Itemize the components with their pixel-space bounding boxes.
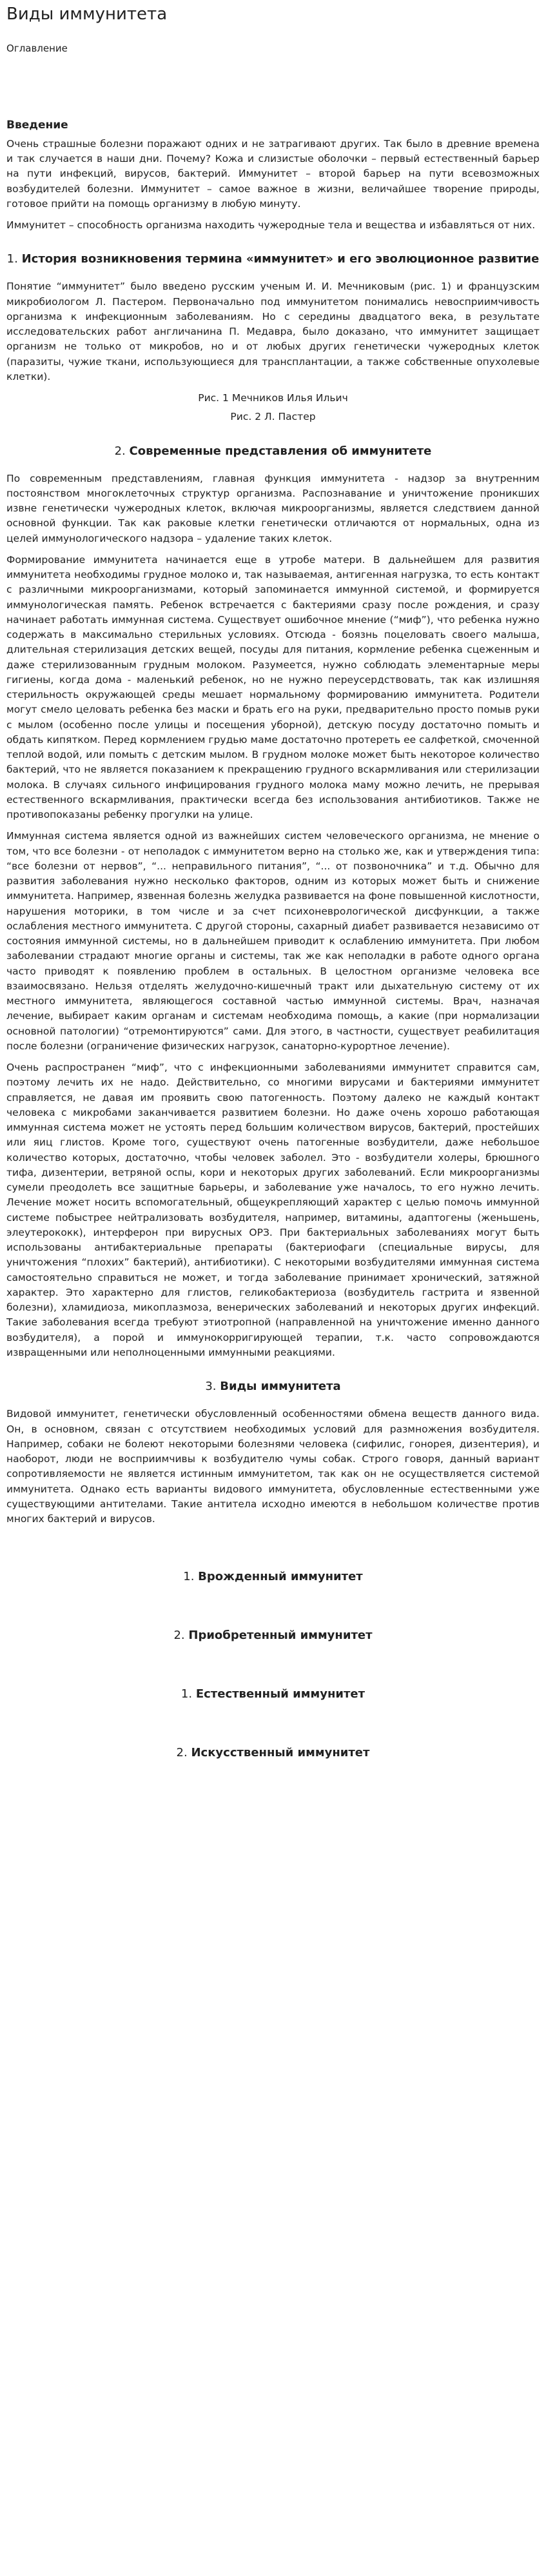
section-2-paragraph-2: Формирование иммунитета начинается еще в утробе матери. В дальнейшем для развития иммунитета необходимы грудное молоко и, так называемая, антигенная нагрузка, то есть контакт с различными микроорганизмами, который запоминается иммунной системой, и формируется иммунологическая память. Ребенок встречается с бактериями сразу после рождения, и сразу начинает работать иммунная система. Существует ошибочное мнение (“миф”), что ребенка нужно содержать в максимально стерильных условиях. Отсюда - боязнь поцеловать своего малыша, длительная стерилизация детских вещей, посуды для питания, кормление ребенка сцеженным и даже стерилизованным грудным молоком. Разумеется, нужно соблюдать элементарные меры гигиены, когда дома - маленький ребенок, но не нужно переусердствовать, так как излишняя стерильность окружающей среды мешает нормальному формированию иммунитета. Родители могут смело целовать ребенка без маски и брать его на руки, предварительно просто помыв руки с мылом (особенно после улицы и посещения уборной), детскую посуду достаточно помыть и обдать кипятком. Перед кормлением грудью маме достаточно протереть ее салфеткой, смоченной теплой водой, или помыть с детским мылом. В грудном молоке может быть некоторое количество бактерий, что не является показанием к прекращению грудного вскармливания или стерилизации молока. В случаях сильного инфицирования грудного молока маму можно лечить, не прерывая естественного вскармливания, практически всегда без использования антибиотиков. Также не противопоказаны ребенку прогулки на улице. bbox=[6, 553, 540, 821]
document-title: Виды иммунитета bbox=[6, 5, 168, 24]
section-2-title: Современные представления об иммунитете bbox=[129, 444, 432, 458]
section-3-number: 3. bbox=[205, 1380, 217, 1394]
section-2-paragraph-3: Иммунная система является одной из важнейших систем человеческого организма, не мнение о том, что все болезни - от неполадок с иммунитетом верно на столько же, как и утверждения типа: “все болезни от нервов”, “... неправильного питания”, “... от позвоночника” и т.д. Обычно для развития заболевания нужно несколько факторов, одним из которых может быть и снижение иммунитета. Например, язвенная болезнь желудка развивается на фоне повышенной кислотности, нарушения моторики, в том числе и за счет психоневрологической дисфункции, а также ослабления местного иммунитета. С другой стороны, сахарный диабет развивается независимо от состояния иммунной системы, но в дальнейшем приводит к ослаблению иммунитета. При любом заболевании страдают многие органы и системы, так же как неполадки в работе одного органа часто приводят к появлению проблем в остальных. В целостном организме человека все взаимосвязано. Нельзя отделять желудочно-кишечный тракт или дыхательную систему от их местного иммунитета, являющегося составной частью иммунной системы. Врач, назначая лечение, выбирает каким органам и системам необходима помощь, а какие (при нормализации основной патологии) “отремонтируются” сами. Для этого, в частности, существует реабилитация после болезни (ограничение физических нагрузок, санаторно-курортное лечение). bbox=[6, 830, 540, 1052]
subsection-number: 1. bbox=[180, 1687, 193, 1701]
intro-paragraph-1: Очень страшные болезни поражают одних и не затрагивают других. Так было в древние времена и так случается в наши дни. Почему? Кожа и слизистые оболочки – первый естественный барьер на пути инфекций, вирусов, бактерий. Иммунитет – второй барьер на пути всевозможных возбудителей болезни. Иммунитет – самое важное в жизни, величайшее творение природы, готовое прийти на помощь организму в любую минуту. bbox=[6, 137, 540, 210]
section-3-title: Виды иммунитета bbox=[220, 1380, 341, 1394]
subsection-heading bbox=[6, 1685, 540, 1703]
subsection-title: Приобретенный иммунитет bbox=[188, 1629, 373, 1643]
subsection-title: Врожденный иммунитет bbox=[198, 1570, 363, 1584]
section-2-heading bbox=[6, 443, 540, 460]
section-2-paragraph-1: По современным представлениям, главная функция иммунитета - надзор за внутренним постоянством многоклеточных структур организма. Распознавание и уничтожение проникших извне генетически чужеродных клеток, включая микроорганизмы, является следствием данной основной функции. Так как раковые клетки генетически отличаются от нормальных, одна из целей иммунологического надзора – удаление таких клеток. bbox=[6, 472, 540, 544]
figure-1-caption: Рис. 1 Мечников Илья Ильич bbox=[198, 392, 348, 404]
section-1-number: 1. bbox=[6, 252, 18, 266]
figure-2-caption: Рис. 2 Л. Пастер bbox=[230, 411, 316, 423]
subsection-number: 2. bbox=[173, 1629, 185, 1643]
subsection-heading bbox=[6, 1568, 540, 1585]
section-3-heading bbox=[6, 1378, 540, 1395]
intro-heading: Введение bbox=[6, 119, 68, 132]
subsection-title: Искусственный иммунитет bbox=[191, 1746, 370, 1760]
intro-paragraph-2: Иммунитет – способность организма находить чужеродные тела и вещества и избавляться от них. bbox=[6, 219, 536, 232]
section-2-number: 2. bbox=[114, 444, 126, 458]
section-3-paragraph-1: Видовой иммунитет, генетически обусловленный особенностями обмена веществ данного вида. Он, в основном, связан с отсутствием необходимых условий для размножения возбудителя. Например, собаки не болеют некоторыми болезнями человека (сифилис, гонорея, дизентерия), и наоборот, люди не восприимчивы к возбудителю чумы собак. Строго говоря, данный вариант сопротивляемости не является истинным иммунитетом, так как он не осуществляется системой иммунитета. Однако есть варианты видового иммунитета, обусловленные естественными уже существующими антителами. Такие антитела исходно имеются в небольшом количестве против многих бактерий и вирусов. bbox=[6, 1408, 540, 1525]
section-1-paragraph-1: Понятие “иммунитет” было введено русским ученым И. И. Мечниковым (рис. 1) и французским микробиологом Л. Пастером. Первоначально под иммунитетом понимались невосприимчивость организма к инфекционным заболеваниям. Но с середины двадцатого века, в результате исследовательских работ англичанина П. Медавра, было доказано, что иммунитет защищает организм не только от микробов, но и от любых других генетически чужеродных клеток (паразиты, чужие ткани, использующиеся для трансплантации, а также собственные опухолевые клетки). bbox=[6, 281, 540, 382]
subsection-number: 2. bbox=[176, 1746, 188, 1760]
subsection-heading bbox=[6, 1744, 540, 1761]
toc-link[interactable]: Оглавление bbox=[6, 42, 68, 54]
section-1-title: История возникновения термина «иммунитет» и его эволюционное развитие bbox=[21, 252, 540, 266]
subsection-number: 1. bbox=[183, 1570, 195, 1584]
subsection-heading bbox=[6, 1627, 540, 1644]
section-1-heading bbox=[6, 251, 540, 268]
subsection-title: Естественный иммунитет bbox=[195, 1687, 366, 1701]
section-2-paragraph-4: Очень распространен “миф”, что с инфекционными заболеваниями иммунитет справится сам, поэтому лечить их не надо. Действительно, со многими вирусами и бактериями иммунитет справляется, не давая им проявить свою патогенность. Поэтому далеко не каждый контакт человека с микробами заканчивается развитием болезни. Но даже очень хорошо работающая иммунная система может не устоять перед большим количеством вирусов, бактерий, простейших или яиц глистов. Кроме того, существуют очень патогенные возбудители, даже небольшое количество которых, достаточно, чтобы человек заболел. Это - возбудители холеры, брюшного тифа, дизентерии, ветряной оспы, кори и некоторых других заболеваний. Если микроорганизмы сумели преодолеть все защитные барьеры, и заболевание уже началось, то его нужно лечить. Лечение может носить вспомогательный, общеукрепляющий характер с целью помочь иммунной системе побыстрее нейтрализовать возбудителя, например, витамины, адаптогены (женьшень, элеутерококк), интерферон при вирусных ОРЗ. При бактериальных заболеваниях могут быть использованы антибактериальные препараты (бактериофаги (специальные вирусы, для уничтожения “плохих” бактерий), антибиотики). С некоторыми возбудителями иммунная система самостоятельно справиться не может, и тогда заболевание принимает хронический, затяжной характер. Это характерно для глистов, геликобактериоза (возбудитель гастрита и язвенной болезни), хламидиоза, микоплазмоза, венерических заболеваний и некоторых других инфекций. Такие заболевания всегда требуют этиотропной (направленной на уничтожение именно данного возбудителя), а порой и иммунокорригирующей терапии, т.к. часто сопровождаются извращенными или неполноценными иммунными реакциями. bbox=[6, 1062, 540, 1358]
